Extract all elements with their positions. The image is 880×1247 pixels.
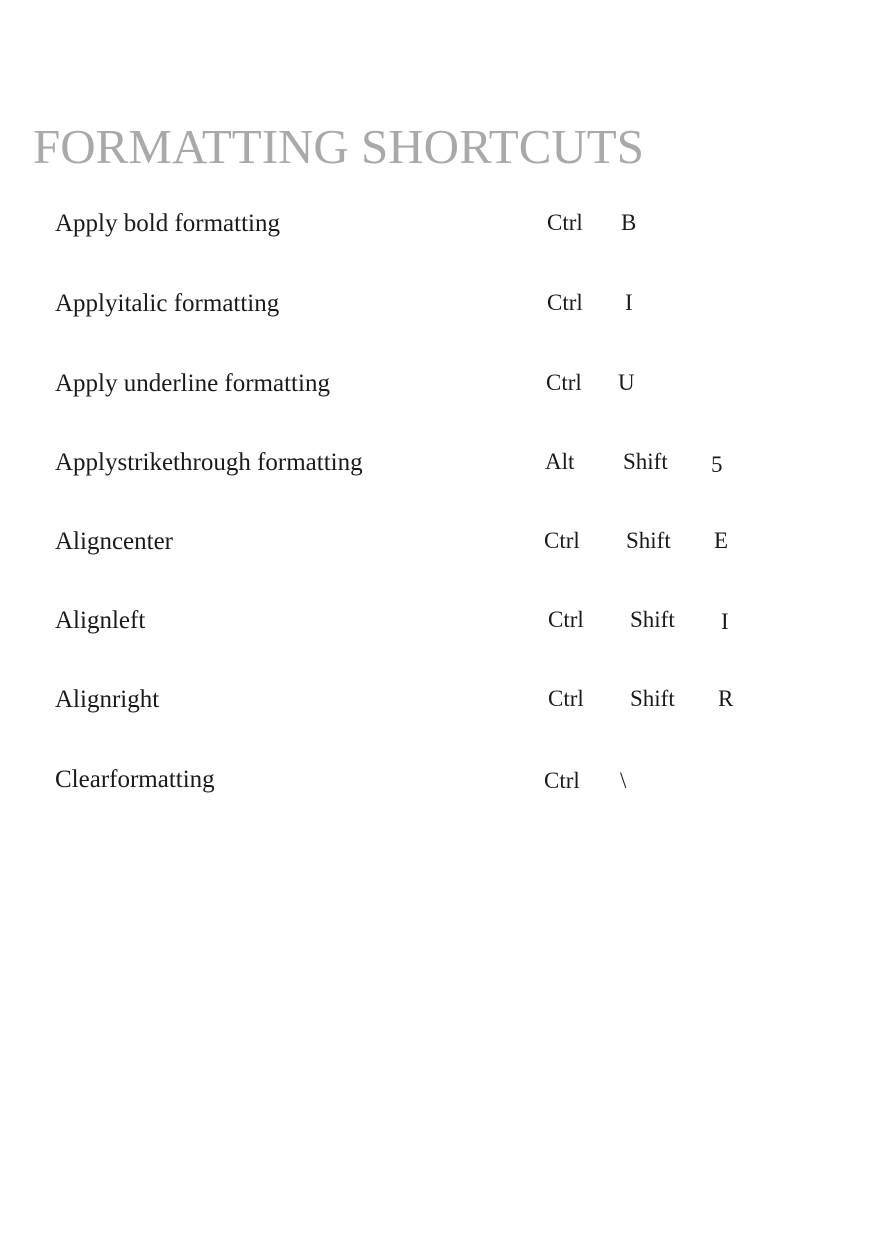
shortcut-key: Shift bbox=[630, 607, 675, 632]
shortcut-key: Shift bbox=[623, 449, 668, 474]
shortcut-row-align-right bbox=[0, 686, 880, 726]
shortcut-key: Ctrl bbox=[548, 607, 584, 632]
shortcut-key: E bbox=[714, 528, 729, 553]
shortcut-row-italic bbox=[0, 290, 880, 330]
page-title: FORMATTING SHORTCUTS bbox=[33, 119, 644, 174]
shortcut-key: B bbox=[621, 210, 637, 235]
shortcut-row-align-center bbox=[0, 528, 880, 568]
shortcut-key: Shift bbox=[626, 528, 671, 553]
shortcut-key: I bbox=[721, 609, 729, 634]
shortcut-key: I bbox=[625, 290, 633, 315]
shortcut-row-strikethrough bbox=[0, 449, 880, 489]
shortcut-key: R bbox=[718, 686, 734, 711]
shortcut-action: Alignleft bbox=[55, 607, 146, 634]
shortcut-key: Ctrl bbox=[547, 290, 583, 315]
shortcut-action: Applystrikethrough formatting bbox=[55, 449, 363, 476]
shortcut-row-clear-formatting bbox=[0, 766, 880, 806]
shortcut-action: Apply bold formatting bbox=[55, 210, 280, 237]
shortcut-key: Alt bbox=[545, 449, 575, 474]
shortcut-key: Shift bbox=[630, 686, 675, 711]
shortcut-key: Ctrl bbox=[544, 528, 580, 553]
shortcut-key: Ctrl bbox=[547, 210, 583, 235]
shortcut-action: Applyitalic formatting bbox=[55, 290, 280, 317]
shortcut-row-bold bbox=[0, 210, 880, 250]
shortcut-key: Ctrl bbox=[544, 768, 580, 793]
shortcut-action: Alignright bbox=[55, 686, 160, 713]
shortcut-key: Ctrl bbox=[546, 370, 582, 395]
shortcut-row-align-left bbox=[0, 607, 880, 647]
shortcut-key: \ bbox=[620, 768, 627, 793]
shortcut-key: U bbox=[618, 370, 635, 395]
shortcut-row-underline bbox=[0, 370, 880, 410]
shortcut-action: Apply underline formatting bbox=[55, 370, 330, 397]
shortcut-key: Ctrl bbox=[548, 686, 584, 711]
shortcut-action: Clearformatting bbox=[55, 766, 215, 793]
shortcut-action: Aligncenter bbox=[55, 528, 174, 555]
shortcut-key: 5 bbox=[711, 452, 723, 477]
